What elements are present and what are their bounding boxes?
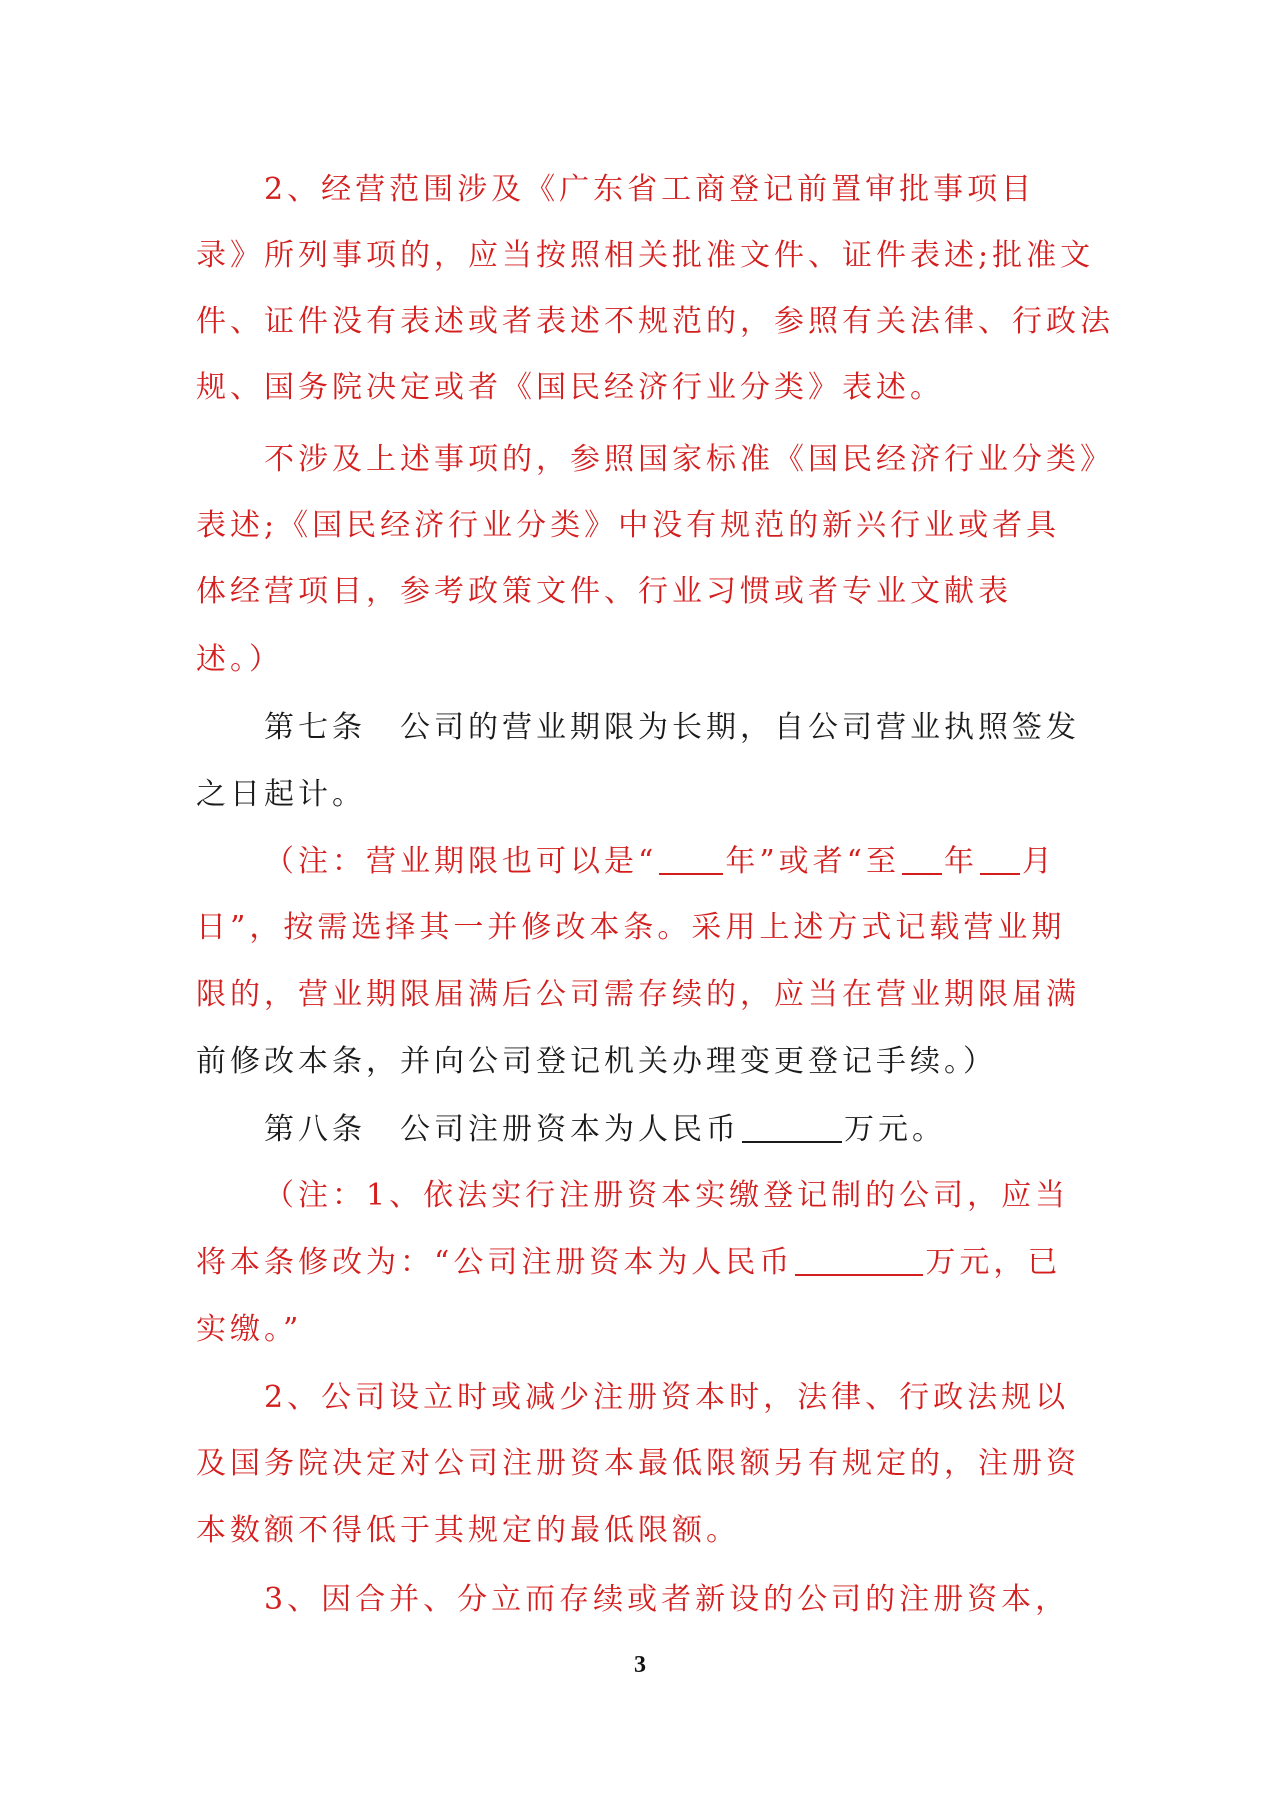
article-seven-line: 第七条 公司的营业期限为长期，自公司营业执照签发	[264, 710, 1080, 745]
term-note-text: （注：营业期限也可以是“	[264, 844, 658, 879]
fill-blank	[795, 1246, 923, 1276]
article-seven-line: 之日起计。	[196, 777, 366, 812]
article-eight-line	[264, 1110, 946, 1150]
paragraph-line: 件、证件没有表述或者表述不规范的，参照有关法律、行政法	[196, 304, 1114, 339]
term-note-text: 年”或者“至	[725, 844, 901, 879]
paragraph-line: 本数额不得低于其规定的最低限额。	[196, 1513, 740, 1548]
term-note-text: 月	[1022, 844, 1057, 879]
capital-note-line: （注：1、依法实行注册资本实缴登记制的公司，应当	[264, 1178, 1070, 1213]
paragraph-line: 述。）	[196, 642, 283, 677]
paragraph-line: 3、因合并、分立而存续或者新设的公司的注册资本，	[264, 1582, 1070, 1617]
paragraph-line: 规、国务院决定或者《国民经济行业分类》表述。	[196, 370, 944, 405]
article-eight-text: 第八条 公司注册资本为人民币	[264, 1112, 740, 1147]
paragraph-line: 及国务院决定对公司注册资本最低限额另有规定的，注册资	[196, 1446, 1080, 1481]
page-number: 3	[634, 1652, 646, 1678]
paragraph-line: 2、经营范围涉及《广东省工商登记前置审批事项目	[264, 172, 1036, 207]
paragraph-line: 表述;《国民经济行业分类》中没有规范的新兴行业或者具	[196, 508, 1061, 543]
fill-blank	[980, 845, 1020, 875]
capital-note-line: 实缴。”	[196, 1312, 303, 1347]
term-note-line: 限的，营业期限届满后公司需存续的，应当在营业期限届满	[196, 977, 1080, 1012]
fill-blank	[742, 1113, 842, 1143]
capital-note-line	[196, 1243, 1061, 1283]
article-eight-text: 万元。	[844, 1112, 946, 1147]
paragraph-line: 不涉及上述事项的，参照国家标准《国民经济行业分类》	[264, 442, 1114, 477]
term-note-line: 前修改本条，并向公司登记机关办理变更登记手续。）	[196, 1044, 997, 1079]
paragraph-line: 录》所列事项的，应当按照相关批准文件、证件表述;批准文	[196, 238, 1095, 273]
paragraph-line: 体经营项目，参考政策文件、行业习惯或者专业文献表	[196, 574, 1012, 609]
term-note-line	[264, 842, 1056, 882]
term-note-line: 日”，按需选择其一并修改本条。采用上述方式记载营业期	[196, 910, 1066, 945]
capital-note-text: 将本条修改为：“公司注册资本为人民币	[196, 1245, 794, 1280]
capital-note-text: 万元，已	[925, 1245, 1062, 1280]
fill-blank	[902, 845, 942, 875]
term-note-text: 年	[944, 844, 979, 879]
paragraph-line: 2、公司设立时或减少注册资本时，法律、行政法规以	[264, 1380, 1070, 1415]
fill-blank	[659, 845, 723, 875]
